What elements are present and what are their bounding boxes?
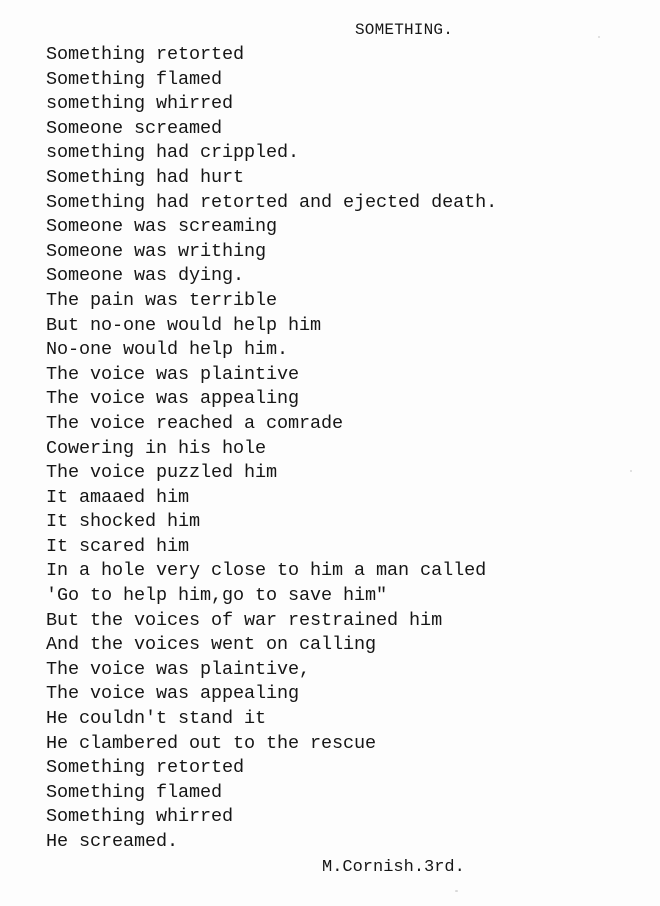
poem-title: SOMETHING. bbox=[355, 21, 454, 39]
poem-line: And the voices went on calling bbox=[46, 634, 377, 656]
poem-line: No-one would help him. bbox=[46, 339, 289, 361]
poem-line: something whirred bbox=[46, 93, 234, 115]
poem-line: It scared him bbox=[46, 535, 190, 557]
paper-speck bbox=[630, 470, 632, 472]
poem-line: Something had hurt bbox=[46, 166, 245, 188]
poem-line: something had crippled. bbox=[46, 142, 300, 164]
poem-line: The voice reached a comrade bbox=[46, 412, 344, 434]
paper-speck bbox=[598, 36, 600, 38]
poem-line: 'Go to help him,go to save him" bbox=[46, 585, 388, 607]
poem-line: Something had retorted and ejected death. bbox=[46, 191, 498, 213]
poem-line: But no-one would help him bbox=[46, 314, 322, 336]
poem-line: Something whirred bbox=[46, 806, 234, 828]
poem-line: Something retorted bbox=[46, 757, 245, 779]
poem-line: Someone screamed bbox=[46, 117, 223, 139]
poem-line: The pain was terrible bbox=[46, 289, 278, 311]
poem-line: But the voices of war restrained him bbox=[46, 609, 443, 631]
poem-line: It shocked him bbox=[46, 511, 201, 533]
poem-line: He screamed. bbox=[46, 831, 179, 852]
poem-line: Cowering in his hole bbox=[46, 437, 267, 459]
poem-line: Someone was screaming bbox=[46, 216, 278, 238]
poem-line: He couldn't stand it bbox=[46, 708, 267, 730]
poem-line: Someone was writhing bbox=[46, 240, 267, 262]
poem-line: He clambered out to the rescue bbox=[46, 732, 377, 754]
poem-line: The voice was plaintive, bbox=[46, 658, 311, 680]
poem-line: Someone was dying. bbox=[46, 265, 245, 287]
paper-speck bbox=[455, 890, 458, 892]
poem-line: The voice puzzled him bbox=[46, 462, 278, 484]
poem-line: The voice was appealing bbox=[46, 683, 300, 705]
poem-line: Something flamed bbox=[46, 68, 223, 90]
poem-body bbox=[46, 43, 497, 855]
poem-line: The voice was appealing bbox=[46, 388, 300, 410]
poem-line: The voice was plaintive bbox=[46, 363, 300, 385]
author-signature: M.Cornish.3rd. bbox=[322, 858, 465, 877]
poem-line: Something flamed bbox=[46, 781, 223, 803]
poem-line: Something retorted bbox=[46, 44, 245, 65]
poem-line: In a hole very close to him a man called bbox=[46, 560, 487, 582]
poem-line: It amaaed him bbox=[46, 486, 190, 508]
